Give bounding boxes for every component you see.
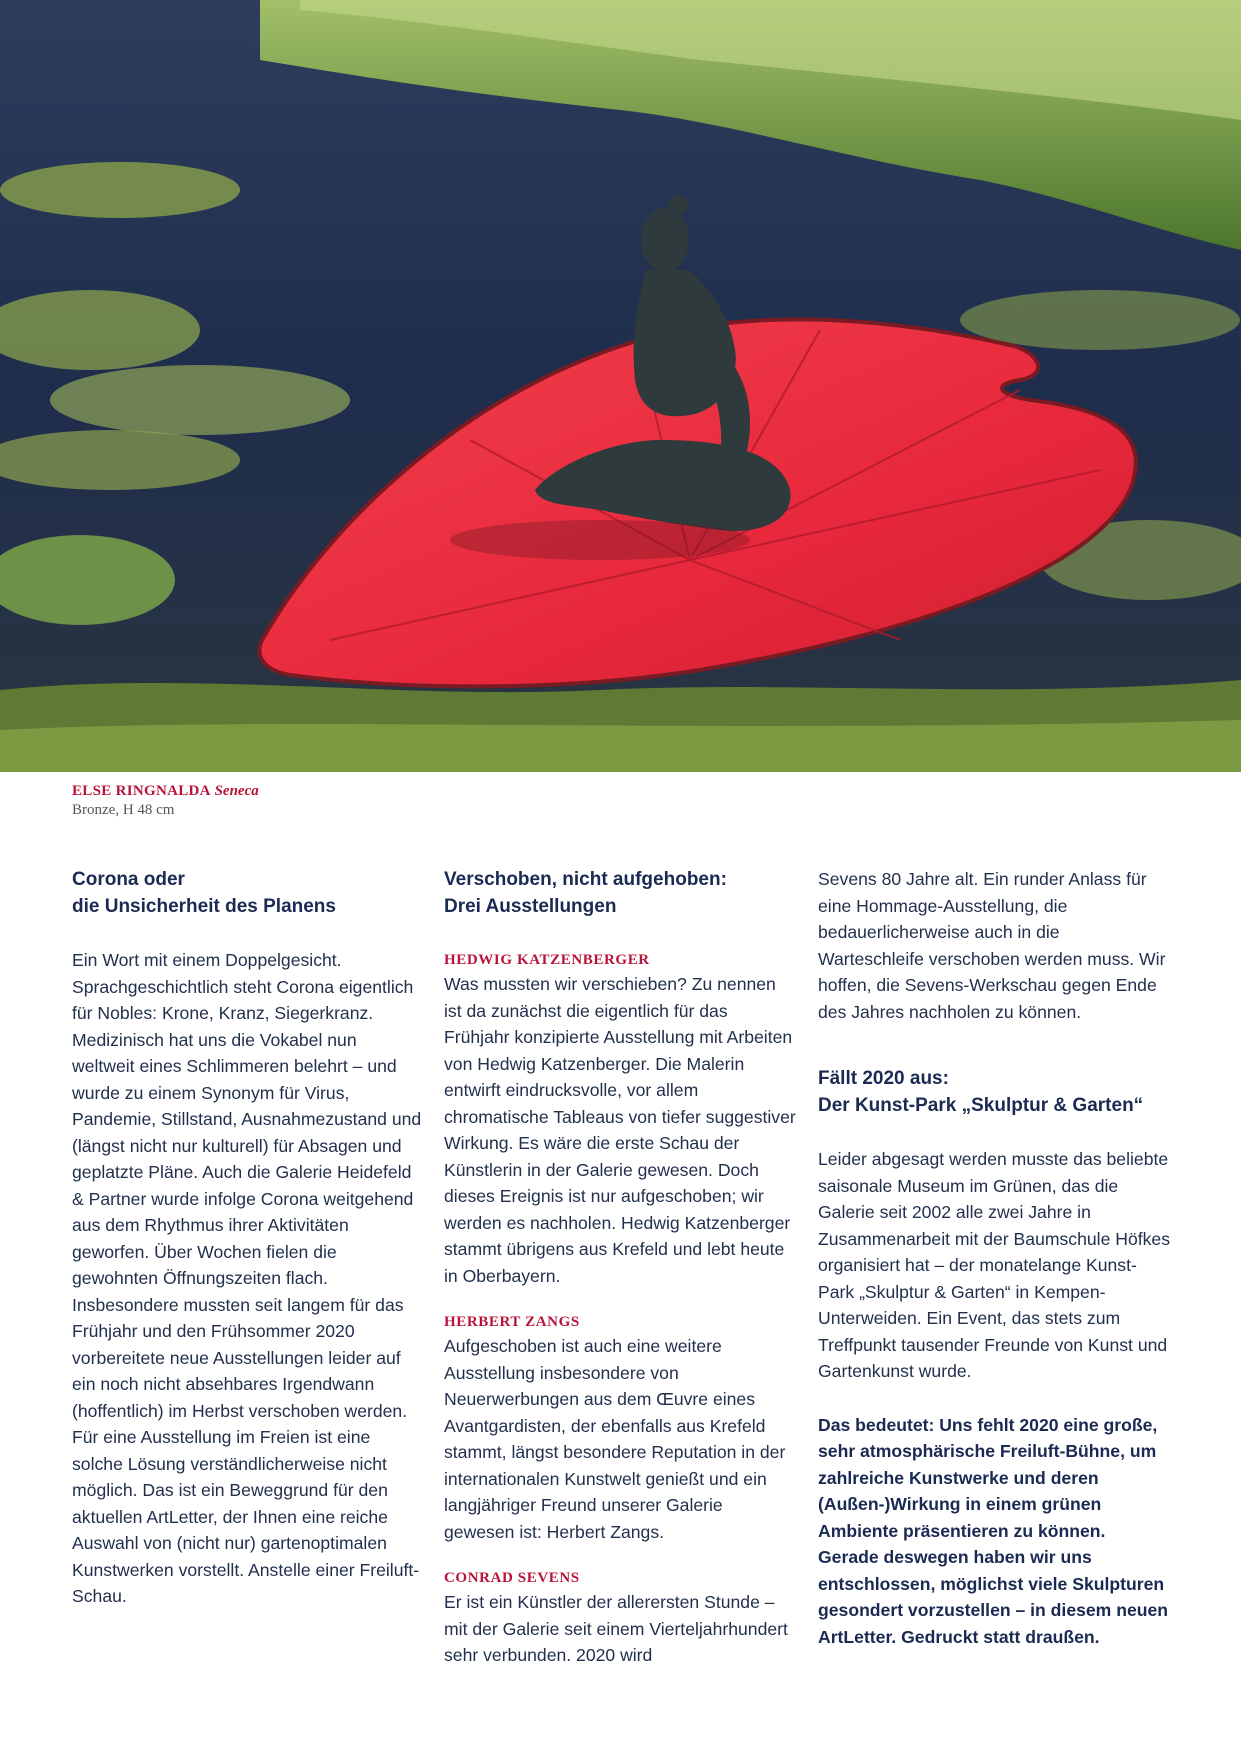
heading-line-1: Corona oder bbox=[72, 869, 185, 890]
column-1 bbox=[72, 866, 424, 1610]
body-corona: Ein Wort mit einem Doppelgesicht. Sprachgeschichtlich steht Corona eigentlich für Nobles: Krone, Kranz, Siegerkranz. Medizinisch hat uns die Vokabel nun weltweit eines Schlimmeren belehrt – und wurde zu einem Synonym für Virus, Pandemie, Stillstand, Ausnahmezustand und (längst nicht nur kulturell) für Absagen und geplatzte Pläne. Auch die Galerie Heidefeld & Partner wurde infolge Corona weitgehend aus dem Rhythmus ihrer Aktivitäten geworfen. Über Wochen fielen die gewohnten Öffnungszeiten flach. Insbesondere mussten seit langem für das Frühjahr und den Frühsommer 2020 vorbereitete neue Ausstellungen leider auf ein noch nicht absehbares Irgendwann (hoffentlich) im Herbst verschoben werden. Für eine Ausstellung im Freien ist eine solche Lösung verständlicherweise nicht möglich. Das ist ein Beweggrund für den aktuellen ArtLetter, der Ihnen eine reiche Auswahl von (nicht nur) gartenoptimalen Kunstwerken vorstellt. Anstelle einer Freiluft-Schau. bbox=[72, 950, 422, 1606]
body-kunstpark: Leider abgesagt werden musste das beliebte saisonale Museum im Grünen, das die Galerie seit 2002 alle zwei Jahre in Zusammenarbeit mit der Baumschule Höfkes organisiert hat – der monatelange Kunst-Park „Skulptur & Garten“ in Kempen-Unterweiden. Ein Event, das stets zum Treffpunkt tausender Freunde von Kunst und Gartenkunst wurde. bbox=[818, 1149, 1171, 1381]
bold-statement: Das bedeutet: Uns fehlt 2020 eine große, sehr atmosphärische Freiluft-Bühne, um zahlreiche Kunstwerke und deren (Außen-)Wirkung in einem grünen Ambiente präsentieren zu können. Gerade deswegen haben wir uns entschlossen, möglichst viele Skulpturen gesondert vorzustellen – in diesem neuen ArtLetter. Gedruckt statt draußen. bbox=[818, 1414, 1169, 1647]
heading-line-2: Der Kunst-Park „Skulptur & Garten“ bbox=[818, 1095, 1144, 1116]
heading-corona bbox=[72, 866, 424, 920]
image-caption bbox=[72, 782, 259, 820]
heading-line-2: die Unsicherheit des Planens bbox=[72, 896, 336, 917]
heading-line-1: Fällt 2020 aus: bbox=[818, 1068, 949, 1089]
column-2 bbox=[444, 866, 796, 1669]
artist-heading: CONRAD SEVENS bbox=[444, 1570, 580, 1586]
heading-line-2: Drei Ausstellungen bbox=[444, 896, 617, 917]
column-3 bbox=[818, 866, 1170, 1650]
continuation-text: Sevens 80 Jahre alt. Ein runder Anlass für eine Hommage-Ausstellung, die bedauerlicherweise auch in die Warteschleife verschoben werden muss. Wir hoffen, die Sevens-Werkschau gegen Ende des Jahres nachholen zu können. bbox=[818, 869, 1166, 1022]
artist-heading: HEDWIG KATZENBERGER bbox=[444, 952, 650, 968]
hero-photo bbox=[0, 0, 1241, 772]
heading-kunstpark bbox=[818, 1065, 1170, 1119]
caption-artist: ELSE RINGNALDA bbox=[72, 783, 211, 799]
artist-text: Was mussten wir verschieben? Zu nennen ist da zunächst die eigentlich für das Frühjahr konzipierte Ausstellung mit Arbeiten von Hedwig Katzenberger. Die Malerin entwirft eindrucksvolle, vor allem chromatische Tableaus von tiefer suggestiver Wirkung. Es wäre die erste Schau der Künstlerin in der Galerie gewesen. Doch dieses Ereignis ist nur aufgeschoben; wir werden es nachholen. Hedwig Katzenberger stammt übrigens aus Krefeld und lebt heute in Oberbayern. bbox=[444, 974, 796, 1286]
artist-heading: HERBERT ZANGS bbox=[444, 1314, 580, 1330]
heading-verschoben bbox=[444, 866, 796, 920]
heading-line-1: Verschoben, nicht aufgehoben: bbox=[444, 869, 727, 890]
caption-title: Seneca bbox=[214, 783, 259, 799]
artist-text: Aufgeschoben ist auch eine weitere Ausstellung insbesondere von Neuerwerbungen aus dem Œuvre eines Avantgardisten, der ebenfalls aus Krefeld stammt, längst besondere Reputation in der internationalen Kunstwelt genießt und ein langjähriger Freund unserer Galerie gewesen ist: Herbert Zangs. bbox=[444, 1336, 786, 1542]
sculpture-photo-icon bbox=[0, 0, 1241, 772]
artist-text: Er ist ein Künstler der allerersten Stunde – mit der Galerie seit einem Vierteljahrhundert sehr verbunden. 2020 wird bbox=[444, 1592, 788, 1665]
caption-material: Bronze, H 48 cm bbox=[72, 802, 175, 818]
